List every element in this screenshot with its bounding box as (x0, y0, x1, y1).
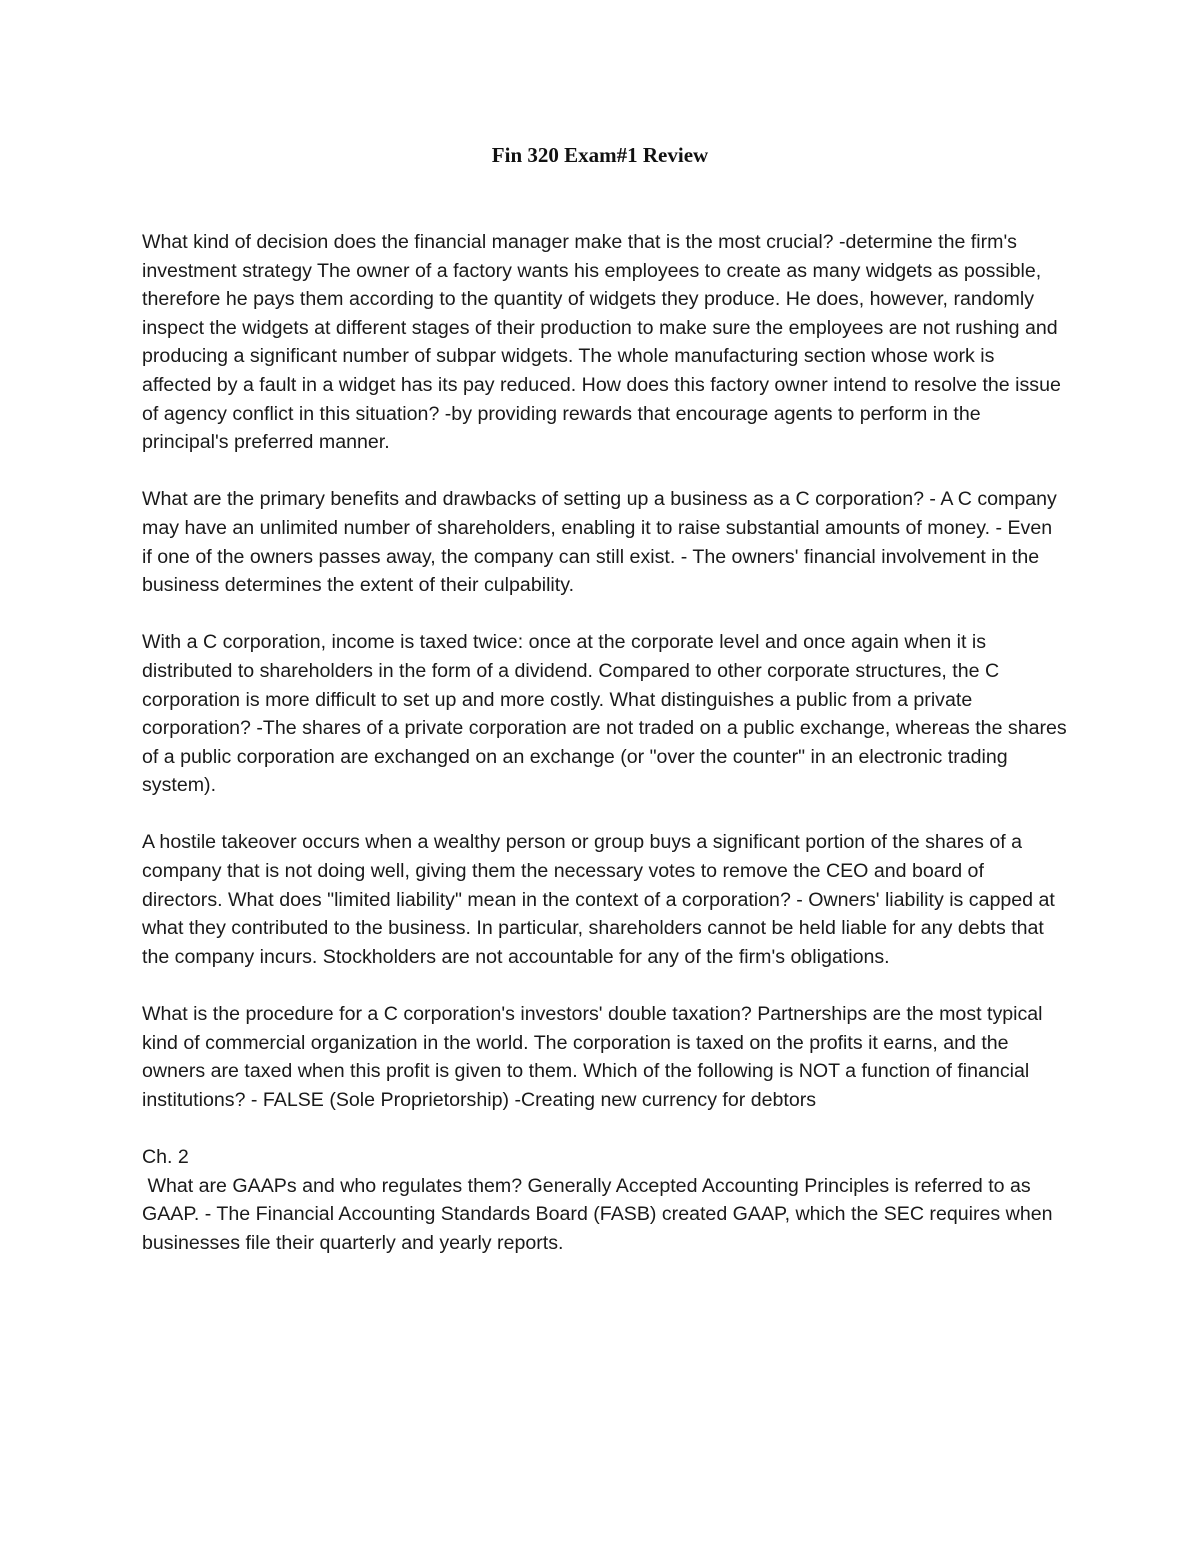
paragraph-agency-conflict: What kind of decision does the financial manager make that is the most crucial? -determine the firm's investment strategy The owner of a factory wants his employees to create as many widgets as possible, therefore he pays them according to the quantity of widgets they produce. He does, however, randomly inspect the widgets at different stages of their production to make sure the employees are not rushing and producing a significant number of subpar widgets. The whole manufacturing section whose work is affected by a fault in a widget has its pay reduced. How does this factory owner intend to resolve the issue of agency conflict in this situation? -by providing rewards that encourage agents to perform in the principal's preferred manner. (142, 231, 1067, 454)
paragraph-hostile-takeover-limited-liability: A hostile takeover occurs when a wealthy person or group buys a significant portion of the shares of a company that is not doing well, giving them the necessary votes to remove the CEO and board of directors. What does "limited liability" mean in the context of a corporation? - Owners' liability is capped at what they contributed to the business. In particular, shareholders cannot be held liable for any debts that the company incurs. Stockholders are not accountable for any of the firm's obligations. (142, 831, 1061, 968)
document-title: Fin 320 Exam#1 Review (491, 143, 709, 167)
chapter-heading: Ch. 2 (142, 1146, 189, 1168)
paragraph-gaap: What are GAAPs and who regulates them? Generally Accepted Accounting Principles is referred to as GAAP. - The Financial Accounting Standards Board (FASB) created GAAP, which the SEC requires when businesses file their quarterly and yearly reports. (142, 1174, 1058, 1254)
document-body (142, 228, 1073, 1286)
paragraph-c-corporation-benefits: What are the primary benefits and drawbacks of setting up a business as a C corporation? - A C company may have an unlimited number of shareholders, enabling it to raise substantial amounts of money. - Even if one of the owners passes away, the company can still exist. - The owners' financial involvement in the business determines the extent of their culpability. (142, 488, 1063, 597)
paragraph-double-taxation-public-private: With a C corporation, income is taxed twice: once at the corporate level and once again when it is distributed to shareholders in the form of a dividend. Compared to other corporate structures, the C corporation is more difficult to set up and more costly. What distinguishes a public from a private corporation? -The shares of a private corporation are not traded on a public exchange, whereas the shares of a public corporation are exchanged on an exchange (or "over the counter" in an electronic trading system). (142, 631, 1073, 797)
paragraph-investor-double-taxation: What is the procedure for a C corporation's investors' double taxation? Partnerships are the most typical kind of commercial organization in the world. The corporation is taxed on the profits it earns, and the owners are taxed when this profit is given to them. Which of the following is NOT a function of financial institutions? - FALSE (Sole Proprietorship) -Creating new currency for debtors (142, 1003, 1048, 1111)
